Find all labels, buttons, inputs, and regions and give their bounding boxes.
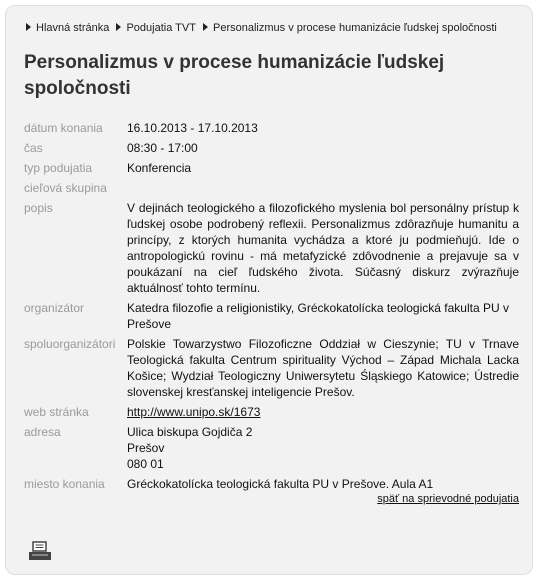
detail-value-date: 16.10.2013 - 17.10.2013: [127, 121, 258, 135]
detail-label: spoluorganizátori: [24, 337, 116, 351]
page-title: Personalizmus v procese humanizácie ľudskej spoločnosti: [24, 52, 445, 99]
triangle-right-icon: [203, 23, 208, 31]
print-icon[interactable]: [28, 541, 52, 563]
event-details: [24, 120, 526, 496]
detail-row-coorganizers: [24, 336, 526, 400]
triangle-right-icon: [116, 23, 121, 31]
detail-label: adresa: [24, 425, 61, 439]
breadcrumb-link-current[interactable]: Personalizmus v procese humanizácie ľudskej spoločnosti: [213, 22, 497, 34]
detail-value-coorganizers: Polskie Towarzystwo Filozoficzne Oddział w Cieszynie; TU v Trnave Teologická fakulta Centrum spirituality Východ – Západ Michala Lacka Košice; Wydział Teologiczny Uniwersytetu Śląskiego Katowice; Ústredie slovenskej kresťanskej inteligencie Prešov.: [127, 337, 519, 399]
detail-value-address: [127, 424, 519, 472]
address-line: Prešov: [127, 441, 165, 455]
detail-label: cieľová skupina: [24, 181, 107, 195]
breadcrumb-item-events: [116, 22, 196, 34]
detail-value-description: V dejinách teologického a filozofického myslenia bol personálny prístup k ľudskej osobe podrobený reflexii. Personalizmus zdôrazňuje humanitu a princípy, z ktorých humanita vychádza a ktoré ju podmieňujú. Ide o antropologickú rovinu - má metafyzické zdôvodnenie a prejavuje sa v poukázaní na cieľ ľudského života. Súčasný diskurz zvýrazňuje aktuálnosť tohto termínu.: [127, 201, 519, 295]
detail-value-web: [127, 404, 519, 420]
website-link[interactable]: http://www.unipo.sk/1673: [127, 405, 261, 419]
detail-row-type: [24, 160, 526, 176]
detail-label: čas: [24, 141, 43, 155]
detail-row-web: [24, 404, 526, 420]
triangle-right-icon: [26, 23, 31, 31]
detail-label: organizátor: [24, 301, 85, 315]
detail-row-venue: [24, 476, 526, 492]
breadcrumb-link-home[interactable]: Hlavná stránka: [36, 22, 110, 34]
detail-value-venue: Gréckokatolícka teologická fakulta PU v Prešove. Aula A1: [127, 477, 434, 491]
detail-value-type: Konferencia: [127, 161, 192, 175]
event-panel: [5, 5, 533, 575]
address-line: 080 01: [127, 457, 164, 471]
detail-label: typ podujatia: [24, 161, 93, 175]
detail-value-target: [127, 180, 519, 196]
detail-row-organizer: [24, 300, 526, 332]
detail-label: dátum konania: [24, 121, 103, 135]
detail-label: miesto konania: [24, 477, 105, 491]
breadcrumb-item-home: [26, 22, 109, 34]
breadcrumb: [26, 22, 526, 34]
detail-row-description: [24, 200, 526, 296]
back-to-events-link[interactable]: späť na sprievodné podujatia: [377, 493, 519, 505]
address-line: Ulica biskupa Gojdiča 2: [127, 425, 253, 439]
detail-row-target: [24, 180, 526, 196]
breadcrumb-link-events[interactable]: Podujatia TVT: [126, 22, 196, 34]
breadcrumb-item-current: [203, 22, 497, 34]
detail-row-address: [24, 424, 526, 472]
detail-value-time: 08:30 - 17:00: [127, 141, 198, 155]
detail-row-time: [24, 140, 526, 156]
detail-label: popis: [24, 201, 53, 215]
detail-row-date: [24, 120, 526, 136]
detail-value-organizer: Katedra filozofie a religionistiky, Gréckokatolícka teologická fakulta PU v Prešove: [127, 301, 509, 331]
detail-label: web stránka: [24, 405, 89, 419]
